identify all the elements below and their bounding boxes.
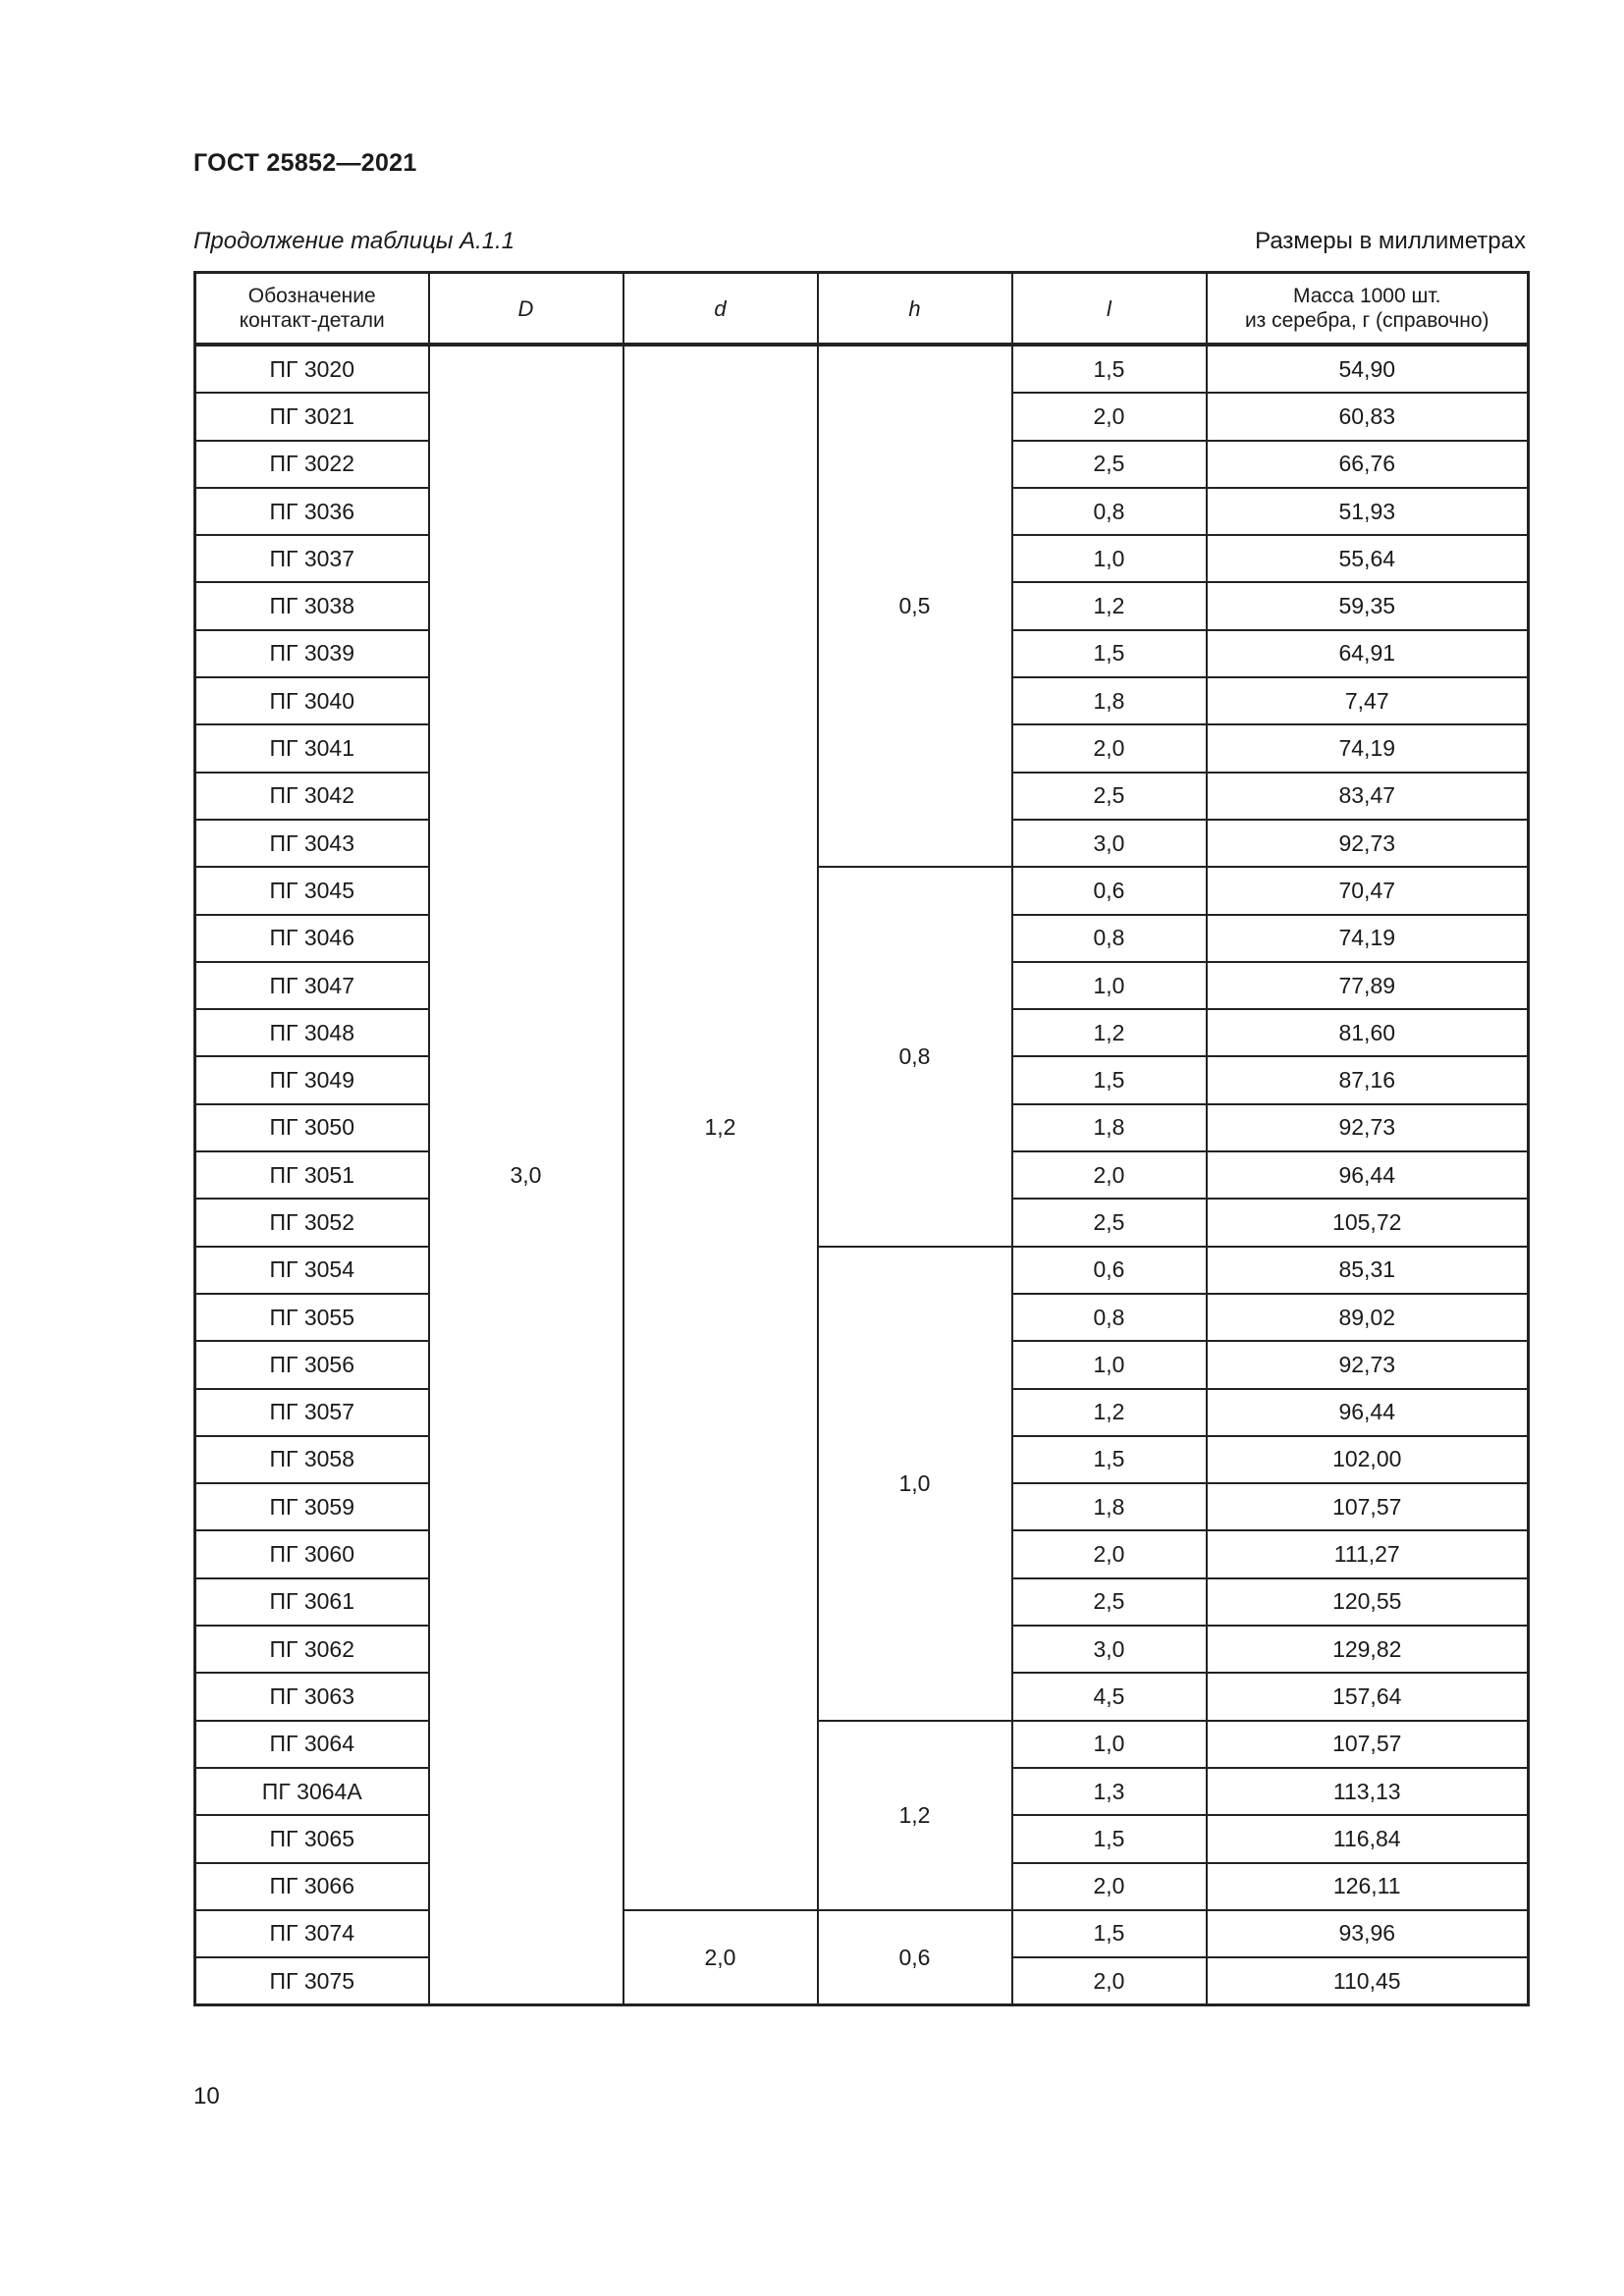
cell-mass: 93,96 — [1207, 1910, 1529, 1957]
cell-mass: 66,76 — [1207, 441, 1529, 488]
cell-mass: 54,90 — [1207, 345, 1529, 393]
cell-designation: ПГ 3042 — [195, 773, 429, 820]
cell-designation: ПГ 3020 — [195, 345, 429, 393]
cell-designation: ПГ 3046 — [195, 915, 429, 962]
cell-l: 1,5 — [1012, 345, 1207, 393]
cell-l: 0,8 — [1012, 1294, 1207, 1341]
cell-h: 1,0 — [818, 1247, 1012, 1721]
cell-mass: 113,13 — [1207, 1768, 1529, 1815]
cell-mass: 74,19 — [1207, 915, 1529, 962]
cell-designation: ПГ 3055 — [195, 1294, 429, 1341]
cell-designation: ПГ 3036 — [195, 488, 429, 535]
cell-designation: ПГ 3061 — [195, 1578, 429, 1626]
cell-mass: 74,19 — [1207, 724, 1529, 772]
cell-designation: ПГ 3059 — [195, 1483, 429, 1530]
cell-mass: 111,27 — [1207, 1530, 1529, 1577]
cell-designation: ПГ 3058 — [195, 1436, 429, 1483]
cell-designation: ПГ 3065 — [195, 1815, 429, 1862]
cell-mass: 70,47 — [1207, 867, 1529, 914]
cell-mass: 64,91 — [1207, 630, 1529, 677]
cell-designation: ПГ 3052 — [195, 1199, 429, 1246]
cell-designation: ПГ 3054 — [195, 1247, 429, 1294]
table-row — [195, 1721, 1529, 1768]
table-continuation-caption: Продолжение таблицы А.1.1 — [193, 228, 515, 254]
cell-designation: ПГ 3049 — [195, 1056, 429, 1103]
cell-designation: ПГ 3062 — [195, 1626, 429, 1673]
header-d: d — [623, 273, 818, 346]
cell-l: 1,0 — [1012, 535, 1207, 582]
cell-mass: 89,02 — [1207, 1294, 1529, 1341]
cell-designation: ПГ 3050 — [195, 1104, 429, 1151]
cell-l: 2,0 — [1012, 393, 1207, 440]
header-mass — [1207, 273, 1529, 346]
cell-mass: 105,72 — [1207, 1199, 1529, 1246]
cell-l: 2,0 — [1012, 1151, 1207, 1199]
document-header: ГОСТ 25852—2021 — [193, 149, 417, 177]
cell-mass: 120,55 — [1207, 1578, 1529, 1626]
cell-designation: ПГ 3056 — [195, 1341, 429, 1388]
cell-l: 4,5 — [1012, 1673, 1207, 1720]
cell-l: 1,5 — [1012, 1436, 1207, 1483]
cell-l: 0,8 — [1012, 488, 1207, 535]
page-number: 10 — [193, 2083, 220, 2109]
header-designation-line1: Обозначение — [247, 285, 376, 307]
cell-l: 1,8 — [1012, 677, 1207, 724]
cell-mass: 92,73 — [1207, 820, 1529, 867]
cell-mass: 92,73 — [1207, 1341, 1529, 1388]
cell-d: 2,0 — [623, 1910, 818, 2005]
cell-mass: 107,57 — [1207, 1721, 1529, 1768]
cell-l: 2,0 — [1012, 1957, 1207, 2005]
cell-designation: ПГ 3047 — [195, 962, 429, 1009]
cell-l: 0,6 — [1012, 1247, 1207, 1294]
cell-l: 1,3 — [1012, 1768, 1207, 1815]
table-row — [195, 345, 1529, 393]
cell-mass: 92,73 — [1207, 1104, 1529, 1151]
cell-l: 1,2 — [1012, 582, 1207, 629]
cell-mass: 51,93 — [1207, 488, 1529, 535]
cell-designation: ПГ 3063 — [195, 1673, 429, 1720]
cell-mass: 60,83 — [1207, 393, 1529, 440]
cell-h: 1,2 — [818, 1721, 1012, 1910]
cell-mass: 102,00 — [1207, 1436, 1529, 1483]
cell-designation: ПГ 3064 — [195, 1721, 429, 1768]
cell-h: 0,8 — [818, 867, 1012, 1246]
cell-l: 1,8 — [1012, 1483, 1207, 1530]
cell-designation: ПГ 3022 — [195, 441, 429, 488]
cell-designation: ПГ 3064А — [195, 1768, 429, 1815]
cell-l: 2,0 — [1012, 724, 1207, 772]
cell-l: 0,6 — [1012, 867, 1207, 914]
cell-h: 0,6 — [818, 1910, 1012, 2005]
cell-mass: 96,44 — [1207, 1389, 1529, 1436]
cell-designation: ПГ 3040 — [195, 677, 429, 724]
cell-designation: ПГ 3041 — [195, 724, 429, 772]
cell-mass: 116,84 — [1207, 1815, 1529, 1862]
cell-l: 3,0 — [1012, 1626, 1207, 1673]
cell-designation: ПГ 3074 — [195, 1910, 429, 1957]
cell-l: 1,5 — [1012, 1910, 1207, 1957]
cell-l: 0,8 — [1012, 915, 1207, 962]
cell-mass: 107,57 — [1207, 1483, 1529, 1530]
cell-mass: 81,60 — [1207, 1009, 1529, 1056]
cell-mass: 7,47 — [1207, 677, 1529, 724]
cell-h: 0,5 — [818, 345, 1012, 867]
cell-mass: 110,45 — [1207, 1957, 1529, 2005]
cell-mass: 87,16 — [1207, 1056, 1529, 1103]
cell-designation: ПГ 3021 — [195, 393, 429, 440]
cell-designation: ПГ 3060 — [195, 1530, 429, 1577]
cell-d: 1,2 — [623, 345, 818, 1910]
cell-l: 1,2 — [1012, 1009, 1207, 1056]
cell-l: 1,5 — [1012, 1815, 1207, 1862]
cell-designation: ПГ 3037 — [195, 535, 429, 582]
cell-mass: 126,11 — [1207, 1863, 1529, 1910]
cell-mass: 77,89 — [1207, 962, 1529, 1009]
cell-mass: 85,31 — [1207, 1247, 1529, 1294]
cell-l: 2,5 — [1012, 1578, 1207, 1626]
cell-mass: 55,64 — [1207, 535, 1529, 582]
table-row — [195, 1247, 1529, 1294]
cell-l: 1,0 — [1012, 1721, 1207, 1768]
cell-designation: ПГ 3066 — [195, 1863, 429, 1910]
cell-designation: ПГ 3075 — [195, 1957, 429, 2005]
cell-mass: 83,47 — [1207, 773, 1529, 820]
table-body — [195, 345, 1529, 2005]
table-row — [195, 1910, 1529, 1957]
header-mass-line1: Масса 1000 шт. — [1293, 285, 1441, 307]
cell-l: 2,0 — [1012, 1863, 1207, 1910]
cell-mass: 157,64 — [1207, 1673, 1529, 1720]
cell-designation: ПГ 3045 — [195, 867, 429, 914]
dimensions-table — [193, 271, 1530, 2006]
cell-designation: ПГ 3048 — [195, 1009, 429, 1056]
header-mass-line2: из серебра, г (справочно) — [1244, 309, 1489, 332]
cell-l: 2,0 — [1012, 1530, 1207, 1577]
cell-l: 1,5 — [1012, 1056, 1207, 1103]
cell-l: 2,5 — [1012, 441, 1207, 488]
table-row — [195, 867, 1529, 914]
cell-l: 1,8 — [1012, 1104, 1207, 1151]
cell-D: 3,0 — [429, 345, 623, 2005]
cell-l: 3,0 — [1012, 820, 1207, 867]
cell-designation: ПГ 3038 — [195, 582, 429, 629]
cell-designation: ПГ 3051 — [195, 1151, 429, 1199]
header-D: D — [429, 273, 623, 346]
header-designation — [195, 273, 429, 346]
cell-mass: 59,35 — [1207, 582, 1529, 629]
cell-designation: ПГ 3043 — [195, 820, 429, 867]
cell-l: 1,2 — [1012, 1389, 1207, 1436]
cell-designation: ПГ 3039 — [195, 630, 429, 677]
cell-l: 2,5 — [1012, 773, 1207, 820]
header-l: l — [1012, 273, 1207, 346]
units-caption: Размеры в миллиметрах — [1255, 228, 1526, 254]
cell-mass: 129,82 — [1207, 1626, 1529, 1673]
header-designation-line2: контакт-детали — [239, 309, 385, 332]
cell-l: 1,5 — [1012, 630, 1207, 677]
cell-mass: 96,44 — [1207, 1151, 1529, 1199]
cell-l: 1,0 — [1012, 962, 1207, 1009]
cell-l: 2,5 — [1012, 1199, 1207, 1246]
cell-designation: ПГ 3057 — [195, 1389, 429, 1436]
table-header-row — [195, 273, 1529, 346]
cell-l: 1,0 — [1012, 1341, 1207, 1388]
header-h: h — [818, 273, 1012, 346]
